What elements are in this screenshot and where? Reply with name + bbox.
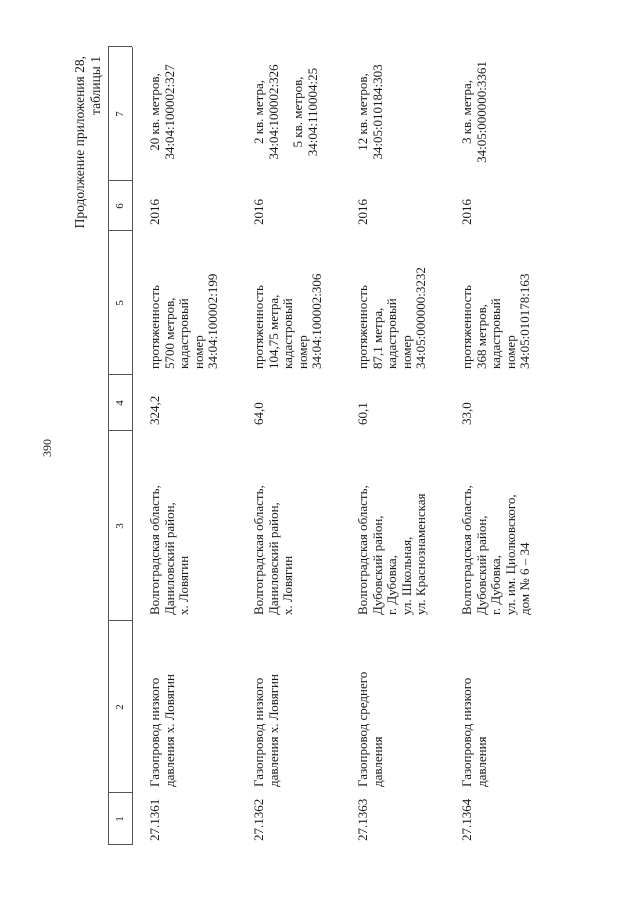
row-number	[356, 799, 371, 841]
object-details-line: протяженность	[251, 285, 266, 369]
object-address-line: ул. Школьная,	[398, 536, 414, 615]
object-details-line: 5700 метров,	[161, 297, 177, 369]
object-address-line: х. Ловягин	[176, 555, 191, 615]
continuation-line-2: таблицы 1	[88, 56, 103, 115]
column-number-6: 6	[114, 203, 126, 209]
object-details-line: 104,75 метра,	[265, 294, 281, 369]
land-plot	[460, 47, 489, 177]
land-plot-line: 34:05:010184:303	[369, 64, 385, 160]
row-number-line: 27.1364	[459, 798, 474, 841]
object-address-line: дом № 6 – 34	[517, 542, 532, 615]
commission-year-line: 2016	[355, 199, 370, 225]
land-plot-line: 20 кв. метров,	[147, 73, 162, 151]
page-number: 390	[40, 439, 54, 457]
land-plot-line: 3 кв. метра,	[459, 79, 474, 145]
object-details	[148, 274, 221, 369]
object-name-line: давления х. Ловягин	[265, 674, 281, 787]
object-details-line: 34:04:100002:306	[309, 273, 324, 369]
commission-year-line: 2016	[459, 199, 474, 225]
object-details-line: номер	[398, 335, 414, 369]
column-number-5: 5	[114, 300, 126, 306]
object-value	[460, 402, 475, 425]
object-details-line: протяженность	[355, 285, 370, 369]
row-number	[148, 799, 163, 841]
object-value	[252, 402, 267, 425]
object-details-line: кадастровый	[176, 298, 191, 369]
column-number-7: 7	[114, 111, 126, 117]
object-name	[356, 672, 385, 787]
object-address-line: г. Дубовка,	[384, 555, 399, 615]
land-plot-line: 34:04:110004:25	[304, 67, 320, 157]
object-name-line: Газопровод среднего	[355, 671, 370, 787]
land-plot	[291, 47, 320, 177]
object-details-line: 368 метров,	[473, 304, 489, 369]
object-address-line: Волгоградская область,	[355, 485, 370, 615]
column-number-3: 3	[114, 523, 126, 529]
continuation-line-1: Продолжение приложения 28,	[72, 56, 87, 229]
commission-year-line: 2016	[147, 199, 162, 225]
object-details-line: кадастровый	[280, 298, 295, 369]
land-plot-line: 34:05:000000:3361	[473, 61, 489, 163]
object-details-line: 34:05:000000:3232	[413, 267, 428, 369]
object-address	[252, 485, 296, 615]
object-value	[356, 402, 371, 425]
object-value-line: 33,0	[459, 402, 474, 425]
object-details-line: номер	[190, 335, 206, 369]
object-details-line: кадастровый	[488, 298, 503, 369]
object-address-line: Волгоградская область,	[147, 485, 162, 615]
commission-year	[460, 199, 475, 225]
object-name-line: Газопровод низкого	[147, 677, 162, 787]
land-plot-line: 34:04:100002:327	[161, 64, 177, 160]
land-plot-line: 12 кв. метров,	[355, 73, 370, 151]
object-name-line: Газопровод низкого	[251, 677, 266, 787]
object-details-line: кадастровый	[384, 298, 399, 369]
object-details	[252, 274, 325, 369]
object-details-line: 34:04:100002:199	[205, 273, 220, 369]
land-plot-line: 5 кв. метров,	[290, 76, 305, 148]
land-plot	[356, 47, 385, 177]
land-plot-line: 2 кв. метра,	[251, 79, 266, 145]
object-value-line: 324,2	[147, 395, 162, 425]
object-address	[148, 485, 192, 615]
column-number-2: 2	[114, 704, 126, 710]
object-details-line: протяженность	[459, 285, 474, 369]
object-details-line: номер	[294, 335, 310, 369]
object-address-line: Даниловский район,	[161, 502, 177, 615]
object-address-line: ул. им. Циолковского,	[502, 494, 518, 615]
object-address-line: г. Дубовка,	[488, 555, 503, 615]
object-name-line: давления х. Ловягин	[161, 674, 177, 787]
object-name	[460, 678, 489, 787]
object-value-line: 60,1	[355, 402, 370, 425]
object-address-line: Даниловский район,	[265, 502, 281, 615]
object-details-line: номер	[502, 335, 518, 369]
object-address-line: Волгоградская область,	[251, 485, 266, 615]
commission-year	[252, 199, 267, 225]
commission-year	[148, 199, 163, 225]
object-details-line: 87,1 метра,	[369, 307, 385, 369]
column-number-1: 1	[114, 816, 126, 822]
object-name-line: давления	[369, 736, 385, 787]
property-table	[108, 47, 532, 845]
object-address-line: Дубовский район,	[473, 515, 489, 615]
object-details-line: протяженность	[147, 285, 162, 369]
object-address-line: Дубовский район,	[369, 515, 385, 615]
object-details	[356, 267, 429, 369]
object-address-line: х. Ловягин	[280, 555, 295, 615]
object-address	[356, 485, 429, 615]
commission-year-line: 2016	[251, 199, 266, 225]
header-bottom-border	[132, 47, 133, 845]
object-address-line: Волгоградская область,	[459, 485, 474, 615]
row-number-line: 27.1363	[355, 798, 370, 841]
object-value-line: 64,0	[251, 402, 266, 425]
object-address-line: ул. Краснознаменская	[413, 493, 428, 615]
land-plot	[252, 47, 281, 177]
object-name-line: давления	[473, 736, 489, 787]
row-number	[460, 799, 475, 841]
object-value	[148, 396, 163, 425]
land-plot-line: 34:04:100002:326	[265, 64, 281, 160]
object-name-line: Газопровод низкого	[459, 677, 474, 787]
row-number-line: 27.1361	[147, 798, 162, 841]
object-name	[148, 674, 177, 787]
row-number-line: 27.1362	[251, 798, 266, 841]
land-plot	[148, 47, 177, 177]
column-number-4: 4	[114, 400, 126, 406]
object-details-line: 34:05:010178:163	[517, 273, 532, 369]
continuation-title	[72, 56, 104, 228]
row-number	[252, 799, 267, 841]
object-name	[252, 674, 281, 787]
commission-year	[356, 199, 371, 225]
object-details	[460, 274, 533, 369]
object-address	[460, 485, 533, 615]
